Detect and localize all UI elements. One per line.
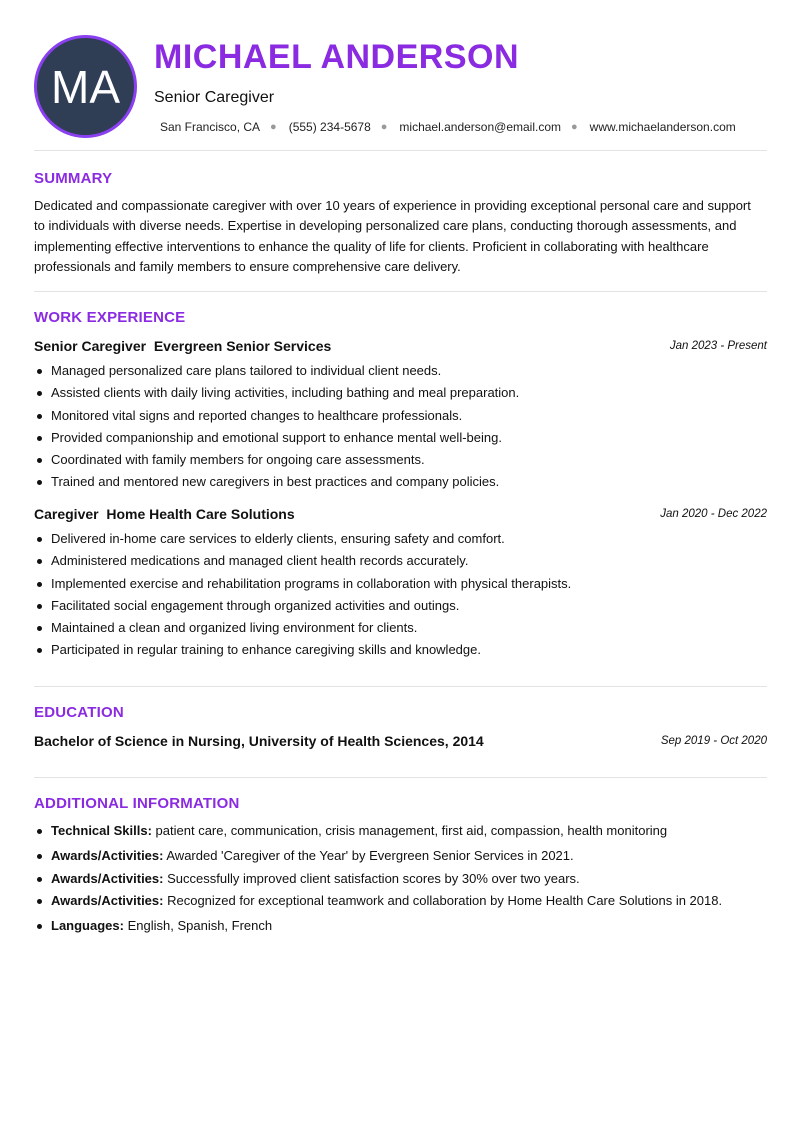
avatar-initials: MA	[51, 60, 120, 113]
list-item: Maintained a clean and organized living environment for clients.	[34, 617, 764, 639]
summary-text: Dedicated and compassionate caregiver with over 10 years of experience in providing exceptional personal care and support to individuals with diverse needs. Expertise in developing personalized care plans, conducting thorough assessments, and implementing effective interventions to enhance the quality of life for clients. Proficient in collaborating with healthcare professionals and family members to ensure comprehensive care delivery.	[34, 198, 751, 274]
info-text: Awarded 'Caregiver of the Year' by Evergreen Senior Services in 2021.	[166, 848, 574, 864]
info-label: Awards/Activities:	[51, 848, 164, 864]
job-bullets	[34, 528, 764, 662]
list-item: Provided companionship and emotional support to enhance mental well-being.	[34, 427, 764, 449]
divider	[34, 150, 767, 151]
list-item: Administered medications and managed client health records accurately.	[34, 550, 764, 572]
job-dates: Jan 2020 - Dec 2022	[660, 508, 767, 520]
job-company: Home Health Care Solutions	[106, 506, 295, 522]
job-company: Evergreen Senior Services	[153, 338, 332, 354]
job-header	[34, 338, 767, 354]
list-item: Delivered in-home care services to elderly clients, ensuring safety and comfort.	[34, 528, 764, 550]
education-entry	[34, 733, 767, 749]
info-label: Technical Skills:	[51, 823, 152, 838]
info-text: English, Spanish, French	[127, 918, 273, 934]
contact-location: San Francisco, CA	[160, 120, 261, 134]
info-text: Recognized for exceptional teamwork and collaboration by Home Health Care Solutions in 2018.	[167, 892, 723, 908]
contact-email[interactable]: michael.anderson@email.com	[399, 120, 562, 134]
divider	[34, 686, 767, 687]
job-position: Caregiver	[34, 506, 99, 522]
contact-website[interactable]: www.michaelanderson.com	[589, 120, 736, 134]
list-item: Participated in regular training to enhance caregiving skills and knowledge.	[34, 639, 764, 661]
candidate-name: MICHAEL ANDERSON	[154, 38, 520, 76]
info-label: Awards/Activities:	[51, 892, 164, 908]
info-label: Awards/Activities:	[51, 870, 164, 886]
list-item	[34, 915, 764, 937]
candidate-role: Senior Caregiver	[154, 89, 275, 106]
additional-info-list	[34, 820, 764, 937]
info-label: Languages:	[51, 918, 124, 934]
job-bullets	[34, 360, 764, 494]
list-item: Assisted clients with daily living activities, including bathing and meal preparation.	[34, 382, 764, 404]
separator-dot: ●	[380, 121, 388, 133]
list-item	[34, 820, 764, 842]
list-item: Trained and mentored new caregivers in best practices and company policies.	[34, 471, 764, 493]
info-text: Successfully improved client satisfaction scores by 30% over two years.	[167, 870, 580, 886]
avatar	[34, 35, 137, 138]
divider	[34, 291, 767, 292]
education-dates: Sep 2019 - Oct 2020	[660, 735, 767, 747]
list-item	[34, 845, 764, 867]
additional-info-title: ADDITIONAL INFORMATION	[34, 795, 240, 812]
job-dates: Jan 2023 - Present	[669, 340, 767, 352]
job-header	[34, 506, 767, 522]
separator-dot: ●	[571, 121, 578, 133]
info-text: patient care, communication, crisis management, first aid, compassion, health monitoring	[155, 823, 668, 838]
list-item: Facilitated social engagement through organized activities and outings.	[34, 595, 764, 617]
list-item: Implemented exercise and rehabilitation programs in collaboration with physical therapists.	[34, 573, 764, 595]
list-item: Managed personalized care plans tailored to individual client needs.	[34, 360, 764, 382]
list-item: Coordinated with family members for ongoing care assessments.	[34, 449, 764, 471]
contact-phone: (555) 234-5678	[288, 120, 371, 134]
list-item	[34, 890, 764, 912]
work-experience-title: WORK EXPERIENCE	[34, 309, 186, 326]
education-title: EDUCATION	[34, 704, 124, 721]
education-degree: Bachelor of Science in Nursing, University of Health Sciences, 2014	[34, 733, 484, 749]
divider	[34, 777, 767, 778]
list-item: Monitored vital signs and reported changes to healthcare professionals.	[34, 405, 764, 427]
list-item	[34, 868, 764, 890]
separator-dot: ●	[270, 121, 277, 133]
contact-bar	[160, 120, 736, 134]
job-position: Senior Caregiver	[34, 338, 147, 354]
summary-title: SUMMARY	[34, 170, 113, 187]
